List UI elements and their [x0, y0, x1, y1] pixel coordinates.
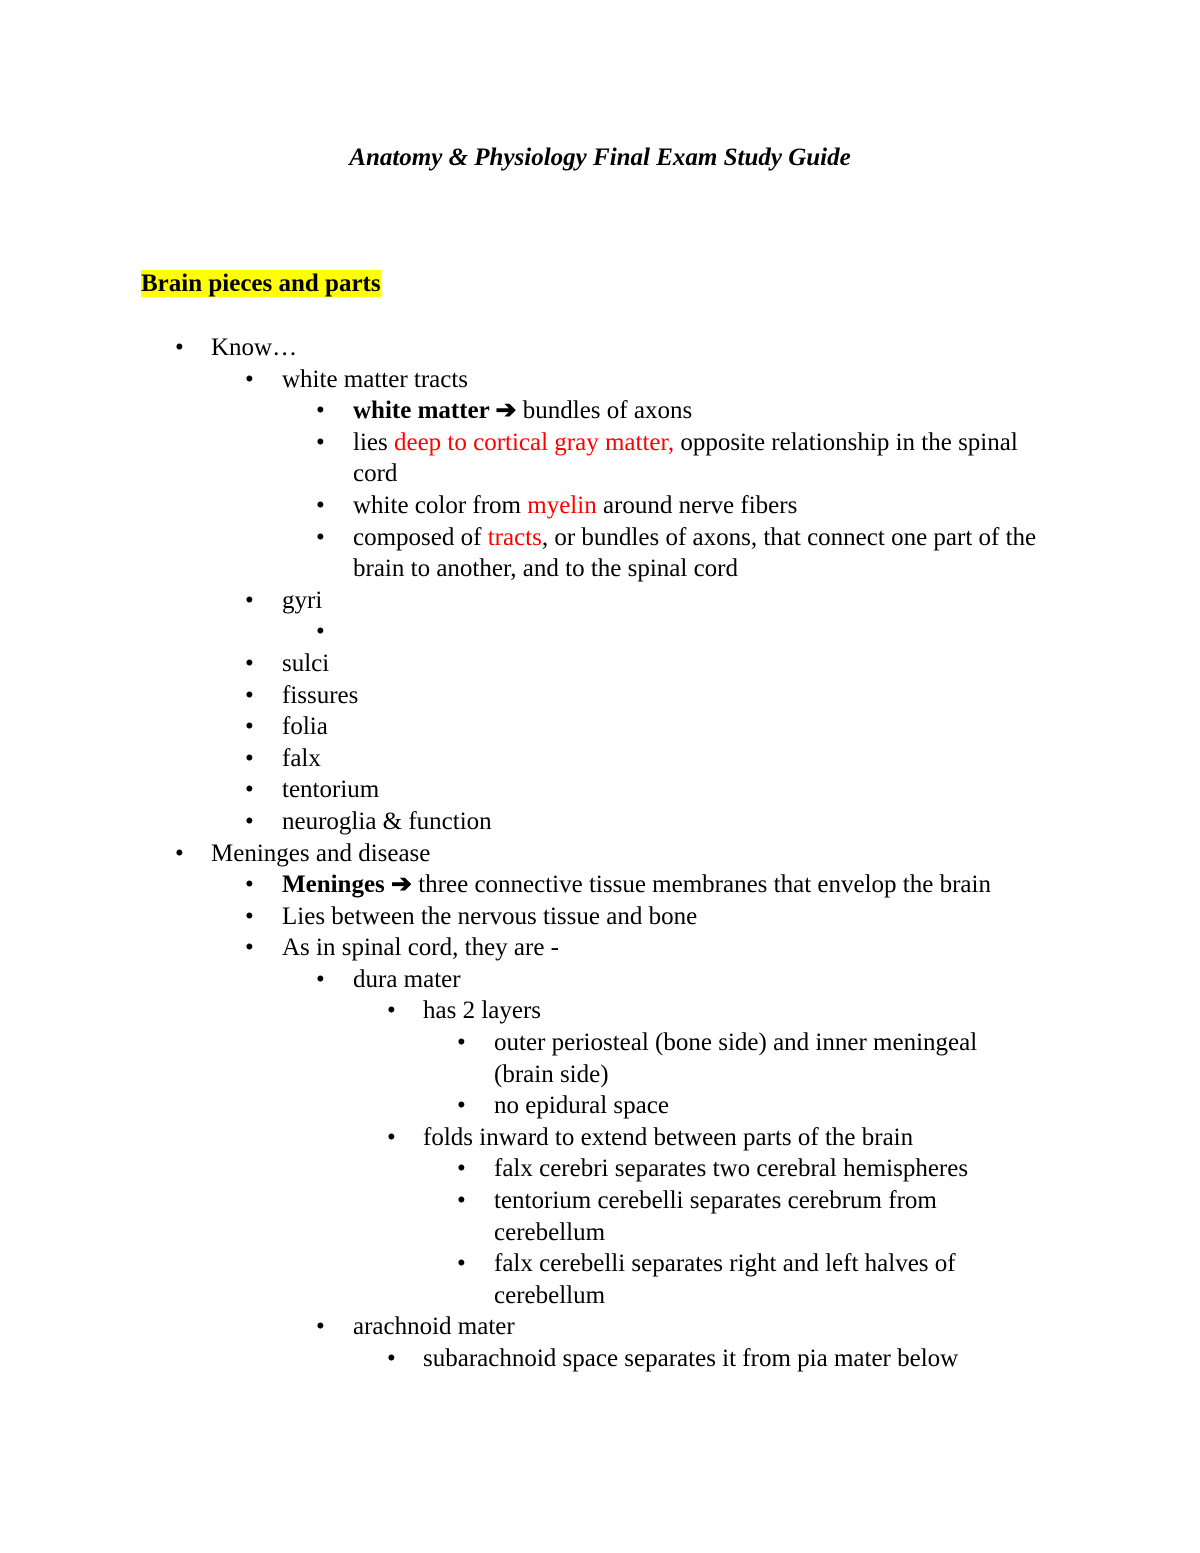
list-item-text	[353, 395, 1040, 427]
text-run: three connective tissue membranes that envelop the brain	[411, 871, 991, 899]
list-item-text	[282, 774, 1040, 806]
text-run: arachnoid mater	[353, 1313, 515, 1341]
list-item	[0, 995, 1200, 1027]
list-item	[0, 774, 1200, 806]
list-item-text	[353, 964, 1040, 996]
bullet-icon: •	[245, 871, 254, 899]
text-run: tentorium cerebelli separates cerebrum from cerebellum	[494, 1187, 937, 1246]
bullet-icon: •	[457, 1187, 466, 1215]
bold-text: Meninges	[282, 871, 392, 899]
bullet-icon: •	[316, 491, 325, 519]
bullet-icon: •	[245, 649, 254, 677]
bullet-icon: •	[175, 839, 184, 867]
list-item	[0, 1311, 1200, 1343]
list-item-text	[211, 838, 1040, 870]
list-item	[0, 711, 1200, 743]
bullet-icon: •	[316, 428, 325, 456]
text-run: Know…	[211, 334, 298, 361]
list-item	[0, 616, 1200, 648]
bullet-icon: •	[175, 334, 184, 361]
list-item	[0, 1090, 1200, 1122]
text-run: folds inward to extend between parts of the brain	[423, 1123, 914, 1151]
text-run: dura mater	[353, 965, 461, 993]
text-run: has 2 layers	[423, 997, 542, 1025]
list-item-text	[282, 648, 1040, 680]
list-item	[0, 648, 1200, 680]
list-item	[0, 1248, 1200, 1311]
bullet-icon: •	[245, 744, 254, 772]
text-run: opposite relationship in the spinal cord	[353, 428, 1018, 488]
list-item	[0, 806, 1200, 838]
list-item-text	[282, 869, 1040, 901]
bullet-icon: •	[316, 1313, 325, 1341]
text-run: falx	[282, 744, 321, 772]
text-run: composed of	[353, 523, 488, 551]
list-item-text	[494, 1248, 1040, 1311]
list-item	[0, 838, 1200, 870]
bullet-icon: •	[245, 776, 254, 804]
text-run: falx cerebri separates two cerebral hemispheres	[494, 1155, 969, 1183]
bullet-icon: •	[387, 1345, 396, 1372]
bullet-icon: •	[245, 713, 254, 741]
text-run: sulci	[282, 649, 330, 677]
bullet-icon: •	[245, 681, 254, 709]
bullet-icon: •	[245, 586, 254, 614]
list-item	[0, 901, 1200, 933]
list-item	[0, 1153, 1200, 1185]
list-item	[0, 332, 1200, 364]
list-item-text	[282, 743, 1040, 775]
list-item	[0, 869, 1200, 901]
bullet-icon: •	[316, 397, 325, 425]
text-run: fissures	[282, 681, 359, 709]
list-item-text	[282, 585, 1040, 617]
text-run: tentorium	[282, 776, 380, 804]
list-item-text	[423, 1343, 1040, 1375]
bullet-icon: •	[387, 1123, 396, 1151]
bullet-icon: •	[245, 902, 254, 930]
bold-text: white matter	[353, 397, 496, 425]
list-item	[0, 680, 1200, 712]
list-item-text	[282, 680, 1040, 712]
list-item	[0, 932, 1200, 964]
bold-text: ➔	[495, 397, 517, 425]
text-run: outer periosteal (bone side) and inner meningeal (brain side)	[494, 1029, 978, 1088]
text-run: bundles of axons	[516, 397, 693, 425]
section-heading	[141, 268, 381, 300]
text-run: lies	[353, 428, 394, 456]
list-item-text	[494, 1185, 1040, 1248]
list-item-text	[282, 932, 1040, 964]
page-title: Anatomy & Physiology Final Exam Study Guide	[349, 144, 851, 171]
list-item	[0, 1122, 1200, 1154]
emphasis-text: tracts	[487, 523, 542, 551]
outline-list	[0, 332, 1200, 1375]
text-run: gyri	[282, 586, 323, 614]
list-item-text	[494, 1090, 1040, 1122]
text-run: folia	[282, 713, 328, 741]
bullet-icon: •	[245, 365, 254, 393]
bullet-icon: •	[316, 523, 325, 551]
bullet-icon: •	[316, 618, 325, 646]
bullet-icon: •	[316, 965, 325, 993]
bullet-icon: •	[245, 807, 254, 835]
text-run: no epidural space	[494, 1092, 669, 1120]
list-item-text	[423, 995, 1040, 1027]
bullet-icon: •	[457, 1155, 466, 1183]
list-item	[0, 395, 1200, 427]
list-item-text	[211, 332, 1040, 364]
list-item-text	[423, 1122, 1040, 1154]
bullet-icon: •	[245, 934, 254, 962]
text-run: around nerve fibers	[596, 491, 798, 519]
list-item-text	[282, 806, 1040, 838]
list-item-text	[353, 490, 1040, 522]
emphasis-text: myelin	[527, 491, 597, 519]
text-run: white matter tracts	[282, 365, 469, 393]
bullet-icon: •	[457, 1029, 466, 1057]
bold-text: ➔	[391, 871, 412, 899]
list-item-text	[494, 1153, 1040, 1185]
list-item	[0, 743, 1200, 775]
text-run: Lies between the nervous tissue and bone	[282, 902, 698, 930]
list-item-text	[282, 711, 1040, 743]
list-item	[0, 427, 1200, 490]
text-run: subarachnoid space separates it from pia mater below	[423, 1345, 959, 1372]
text-run: white color from	[353, 491, 528, 519]
text-run: Meninges and disease	[211, 839, 431, 867]
list-item	[0, 585, 1200, 617]
list-item	[0, 364, 1200, 396]
list-item	[0, 964, 1200, 996]
list-item-text	[494, 1027, 1040, 1090]
list-item-text	[353, 427, 1040, 490]
list-item	[0, 1343, 1200, 1375]
list-item-text	[282, 901, 1040, 933]
list-item-text	[353, 522, 1040, 585]
text-run: , or bundles of axons, that connect one part of the brain to another, and to the spinal cord	[353, 523, 1037, 583]
text-run: falx cerebelli separates right and left halves of cerebellum	[494, 1250, 956, 1309]
list-item	[0, 1027, 1200, 1090]
list-item-text	[353, 1311, 1040, 1343]
list-item	[0, 490, 1200, 522]
text-run: neuroglia & function	[282, 807, 492, 835]
bullet-icon: •	[387, 997, 396, 1025]
list-item	[0, 1185, 1200, 1248]
list-item-text	[353, 616, 1040, 648]
list-item-text	[282, 364, 1040, 396]
emphasis-text: deep to cortical gray matter,	[393, 428, 675, 456]
bullet-icon: •	[457, 1092, 466, 1120]
section-heading-text: Brain pieces and parts	[141, 270, 381, 297]
text-run: As in spinal cord, they are -	[282, 934, 560, 962]
list-item	[0, 522, 1200, 585]
bullet-icon: •	[457, 1250, 466, 1278]
